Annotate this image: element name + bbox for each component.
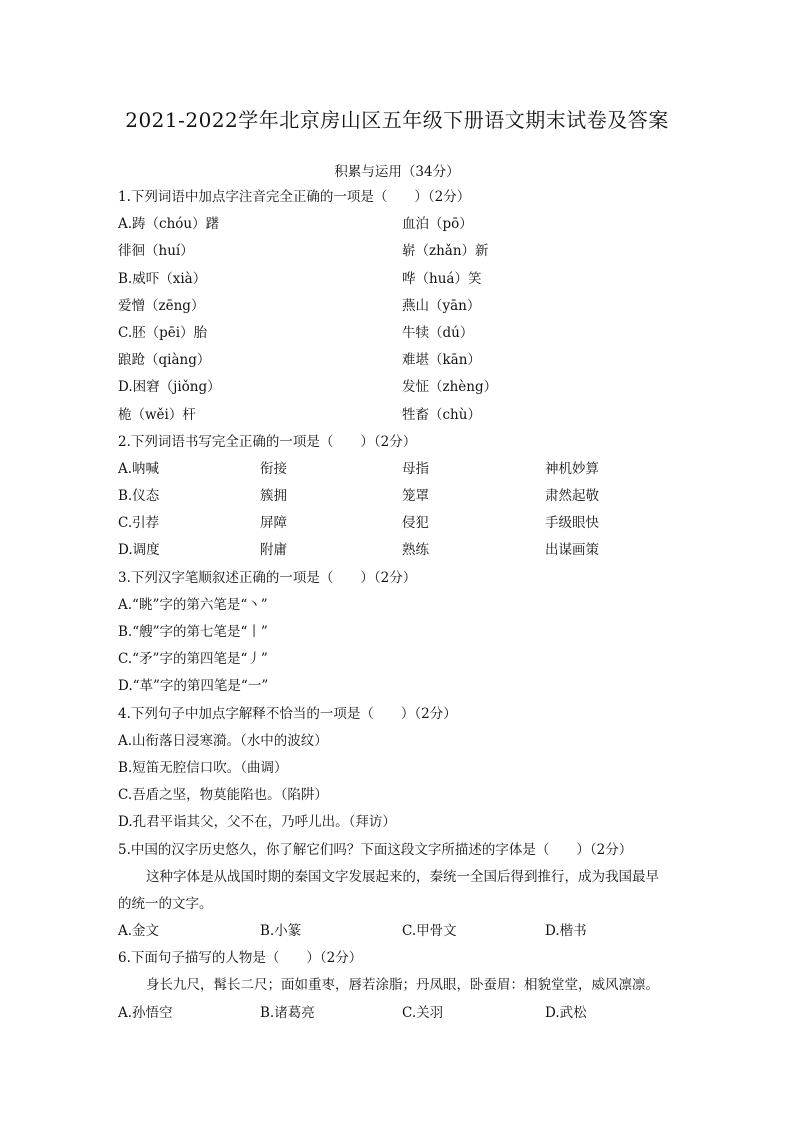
line-text: 附庸 [260,542,287,559]
document-line [118,592,698,619]
line-text: D.“革”字的第四笔是“一” [118,678,269,695]
document-line [118,211,698,238]
line-text: 哗（huá）笑 [402,270,482,287]
line-text: B.威吓（xià） [118,270,207,287]
line-text: 6.下面句子描写的人物是（ ）（2分） [118,950,363,967]
line-text: B.小篆 [260,923,302,940]
line-text: D.孔君平诣其父，父不在，乃呼儿出。（拜访） [118,814,396,831]
line-text: 出谋画策 [545,542,599,559]
line-text: 神机妙算 [545,460,599,477]
line-text: A.孙悟空 [118,1004,173,1021]
line-text: B.仪态 [118,488,160,505]
line-text: C.关羽 [402,1004,444,1021]
document-line [118,782,698,809]
line-text: 衔接 [260,460,287,477]
line-text: 屏障 [260,515,287,532]
document-line [118,728,698,755]
line-text: 4.下列句子中加点字解释不恰当的一项是（ ）（2分） [118,705,457,722]
line-text: B.“艘”字的第七笔是“丨” [118,624,268,640]
line-text: C.“矛”字的第四笔是“丿” [118,651,268,668]
line-text: D.调度 [118,542,160,559]
section-heading: 积累与运用（34分） [334,164,460,180]
document-line [118,619,698,646]
line-text: C.胚（pēi）胎 [118,324,208,341]
document-line [118,510,698,537]
line-text: D.武松 [545,1004,587,1021]
document-line [118,1000,698,1027]
document-line [118,864,698,891]
document-line [118,673,698,700]
document-line [118,266,698,293]
line-text: 踉跄（qiàng） [118,352,211,369]
line-text: 燕山（yān） [402,297,481,314]
line-text: 手级眼快 [545,515,599,532]
line-text: 簇拥 [260,488,287,505]
line-text: 难堪（kān） [402,352,481,369]
line-text: B.短笛无腔信口吹。（曲调） [118,759,288,776]
line-text: 血泊（pō） [402,216,473,233]
line-text: 的统一的文字。 [118,895,213,912]
line-text: 牲畜（chù） [402,406,481,423]
question-list [118,184,698,1027]
line-text: 身长九尺，髯长二尺；面如重枣，唇若涂脂；丹凤眼，卧蚕眉：相貌堂堂，威风凛凛。 [146,977,659,994]
line-text: 牛犊（dú） [402,324,474,341]
document-line [118,837,698,864]
line-text: C.甲骨文 [402,923,457,940]
line-text: 5.中国的汉字历史悠久，你了解它们吗？下面这段文字所描述的字体是（ ）（2分） [118,841,633,858]
line-text: D.楷书 [545,923,587,940]
document-line [118,945,698,972]
line-text: 徘徊（huí） [118,243,194,260]
document-line [118,238,698,265]
document-line [118,972,698,999]
document-line [118,429,698,456]
line-text: 1.下列词语中加点字注音完全正确的一项是（ ）（2分） [118,189,471,205]
line-text: A.呐喊 [118,460,160,477]
line-text: 2.下列词语书写完全正确的一项是（ ）（2分） [118,433,417,450]
line-text: A.踌（chóu）躇 [118,216,220,233]
document-line [118,293,698,320]
line-text: 桅（wěi）杆 [118,406,196,423]
document-line [118,320,698,347]
line-text: C.引荐 [118,515,160,532]
document-line [118,456,698,483]
line-text: 这种字体是从战国时期的秦国文字发展起来的，秦统一全国后得到推行，成为我国最早 [146,868,659,885]
line-text: 肃然起敬 [545,488,599,505]
line-text: B.诸葛亮 [260,1004,315,1021]
document-line [118,701,698,728]
document-line [118,347,698,374]
line-text: 笼罩 [402,488,429,505]
document-line [118,402,698,429]
document-line [118,565,698,592]
document-line [118,755,698,782]
document-line [118,483,698,510]
line-text: 崭（zhǎn）新 [402,243,489,260]
line-text: 母指 [402,460,429,477]
line-text: A.金文 [118,923,160,940]
document-line [118,918,698,945]
line-text: A.山衔落日浸寒漪。（水中的波纹） [118,732,328,749]
line-text: 熟练 [402,542,429,559]
document-line [118,184,698,211]
document-line [118,537,698,564]
line-text: 3.下列汉字笔顺叙述正确的一项是（ ）（2分） [118,569,417,586]
document-line [118,374,698,401]
document-title: 2021-2022学年北京房山区五年级下册语文期末试卷及答案 [125,108,669,132]
line-text: C.吾盾之坚，物莫能陷也。（陷阱） [118,787,328,804]
document-line [118,809,698,836]
line-text: 发怔（zhèng） [402,379,498,396]
document-line [118,891,698,918]
line-text: 侵犯 [402,515,429,532]
line-text: D.困窘（jiǒng） [118,379,221,396]
document-line [118,646,698,673]
line-text: 爱憎（zēng） [118,297,205,314]
line-text: A.“眺”字的第六笔是“丶” [118,596,268,613]
